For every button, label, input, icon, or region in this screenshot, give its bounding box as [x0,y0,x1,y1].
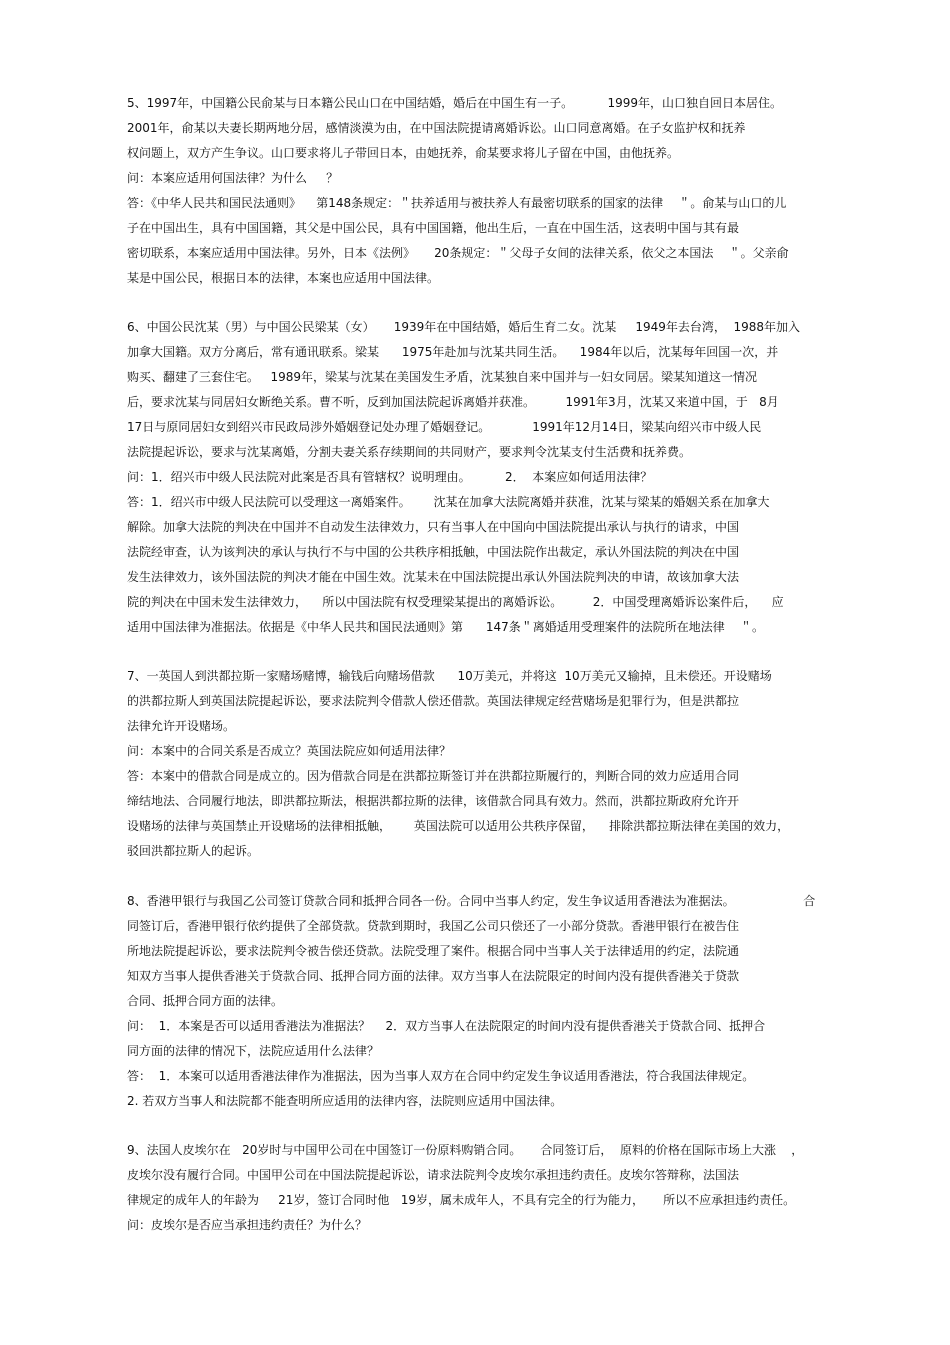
case-6-line-6: 法院提起诉讼，要求与沈某离婚，分割夫妻关系存续期间的共同财产，要求判令沈某支付生活费和抚养费。 [127,445,692,459]
case-6-line-2: 加拿大国籍。双方分离后，常有通讯联系。梁某 1975年赴加与沈某共同生活。 1984年以后，沈某每年回国一次，并 [127,345,779,359]
case-9-question: 问：皮埃尔是否应当承担违约责任？为什么？ [127,1218,368,1232]
case-6-answer-3: 法院经审查，认为该判决的承认与执行不与中国的公共秩序相抵触，中国法院作出裁定，承认外国法院的判决在中国 [127,545,740,559]
case-6-answer-5: 院的判决在中国未发生法律效力， 所以中国法院有权受理梁某提出的离婚诉讼。 2．中国受理离婚诉讼案件后， 应 [127,595,784,609]
case-7-answer-2: 缔结地法、合同履行地法，即洪都拉斯法，根据洪都拉斯的法律，该借款合同具有效力。然而，洪都拉斯政府允许开 [127,794,740,808]
case-6-answer-6: 适用中国法律为准据法。依据是《中华人民共和国民法通则》第 147条＂离婚适用受理案件的法院所在地法律 ＂。 [127,620,765,634]
case-6-line-1: 6、中国公民沈某（男）与中国公民梁某（女） 1939年在中国结婚，婚后生育二女。沈某 1949年去台湾， 1988年加入 [127,320,801,334]
case-6-answer-2: 解除。加拿大法院的判决在中国并不自动发生法律效力，只有当事人在中国向中国法院提出承认与执行的请求，中国 [127,520,740,534]
case-5-question: 问：本案应适用何国法律？为什么 ？ [127,171,339,185]
case-6-answer-4: 发生法律效力，该外国法院的判决才能在中国生效。沈某未在中国法院提出承认外国法院判决的申请，故该加拿大法 [127,570,740,584]
case-7-answer-1: 答：本案中的借款合同是成立的。因为借款合同是在洪都拉斯签订并在洪都拉斯履行的，判断合同的效力应适用合同 [127,769,740,783]
case-7-line-2: 的洪都拉斯人到英国法院提起诉讼，要求法院判令借款人偿还借款。英国法律规定经营赌场是犯罪行为，但是洪都拉 [127,694,740,708]
case-7-answer-4: 驳回洪都拉斯人的起诉。 [127,844,260,858]
case-8-answer-1: 答： 1．本案可以适用香港法律作为准据法，因为当事人双方在合同中约定发生争议适用香港法，符合我国法律规定。 [127,1069,755,1083]
case-5-answer-2: 子在中国出生，具有中国国籍，其父是中国公民，具有中国国籍，他出生后，一直在中国生活，这表明中国与其有最 [127,221,740,235]
case-8-answer-2: 2. 若双方当事人和法院都不能查明所应适用的法律内容，法院则应适用中国法律。 [127,1094,563,1108]
case-8-line-4: 知双方当事人提供香港关于贷款合同、抵押合同方面的法律。双方当事人在法院限定的时间内没有提供香港关于贷款 [127,969,740,983]
case-5-line-2: 2001年，俞某以夫妻长期两地分居，感情淡漠为由，在中国法院提请离婚诉讼。山口同意离婚。在子女监护权和抚养 [127,121,746,135]
case-5-answer-1: 答：《中华人民共和国民法通则》 第148条规定：＂扶养适用与被扶养人有最密切联系的国家的法律 ＂。俞某与山口的儿 [127,196,787,210]
case-6-line-3: 购买、翻建了三套住宅。 1989年，梁某与沈某在美国发生矛盾，沈某独自来中国并与一妇女同居。梁某知道这一情况 [127,370,757,384]
case-5-answer-3: 密切联系，本案应适用中国法律。另外，日本《法例》 20条规定：＂父母子女间的法律关系，依父之本国法 ＂。父亲俞 [127,246,789,260]
case-7-line-1: 7、一英国人到洪都拉斯一家赌场赌博，输钱后向赌场借款 10万美元，并将这 10万美元又输掉，且未偿还。开设赌场 [127,669,772,683]
case-9-line-1: 9、法国人皮埃尔在 20岁时与中国甲公司在中国签订一份原料购销合同。 合同签订后， 原料的价格在国际市场上大涨 ， [127,1143,804,1157]
case-5-answer-4: 某是中国公民，根据日本的法律，本案也应适用中国法律。 [127,271,440,285]
case-7-line-3: 法律允许开设赌场。 [127,719,236,733]
case-8-line-1: 8、香港甲银行与我国乙公司签订贷款合同和抵押合同各一份。合同中当事人约定，发生争议适用香港法为准据法。 合 [127,894,816,908]
case-6-answer-1: 答：1．绍兴市中级人民法院可以受理这一离婚案件。 沈某在加拿大法院离婚并获准，沈某与梁某的婚姻关系在加拿大 [127,495,770,509]
case-8-line-5: 合同、抵押合同方面的法律。 [127,994,284,1008]
case-9-line-3: 律规定的成年人的年龄为 21岁，签订合同时他 19岁，属未成年人，不具有完全的行为能力， 所以不应承担违约责任。 [127,1193,796,1207]
case-6-question: 问：1．绍兴市中级人民法院对此案是否具有管辖权？说明理由。 2． 本案应如何适用法律？ [127,470,653,484]
case-8-question-1: 问： 1．本案是否可以适用香港法为准据法？ 2．双方当事人在法院限定的时间内没有提供香港关于贷款合同、抵押合 [127,1019,766,1033]
case-8-question-2: 同方面的法律的情况下，法院应适用什么法律？ [127,1044,380,1058]
case-7-question: 问：本案中的合同关系是否成立？英国法院应如何适用法律？ [127,744,452,758]
case-6-line-5: 17日与原同居妇女到绍兴市民政局涉外婚姻登记处办理了婚姻登记。 1991年12月14日，梁某向绍兴市中级人民 [127,420,762,434]
case-8-line-2: 同签订后，香港甲银行依约提供了全部贷款。贷款到期时，我国乙公司只偿还了一小部分贷款。香港甲银行在被告住 [127,919,740,933]
case-5-line-3: 权问题上，双方产生争议。山口要求将儿子带回日本，由她抚养，俞某要求将儿子留在中国，由他抚养。 [127,146,680,160]
case-5-line-1: 5、1997年，中国籍公民俞某与日本籍公民山口在中国结婚，婚后在中国生有一子。 1999年，山口独自回日本居住。 [127,96,783,110]
case-7-answer-3: 设赌场的法律与英国禁止开设赌场的法律相抵触， 英国法院可以适用公共秩序保留， 排除洪都拉斯法律在美国的效力， [127,819,790,833]
case-9-line-2: 皮埃尔没有履行合同。中国甲公司在中国法院提起诉讼，请求法院判令皮埃尔承担违约责任。皮埃尔答辩称，法国法 [127,1168,740,1182]
case-6-line-4: 后，要求沈某与同居妇女断绝关系。曹不听，反到加国法院起诉离婚并获准。 1991年3月，沈某又来道中国，于 8月 [127,395,779,409]
case-8-line-3: 所地法院提起诉讼，要求法院判令被告偿还贷款。法院受理了案件。根据合同中当事人关于法律适用的约定，法院通 [127,944,740,958]
